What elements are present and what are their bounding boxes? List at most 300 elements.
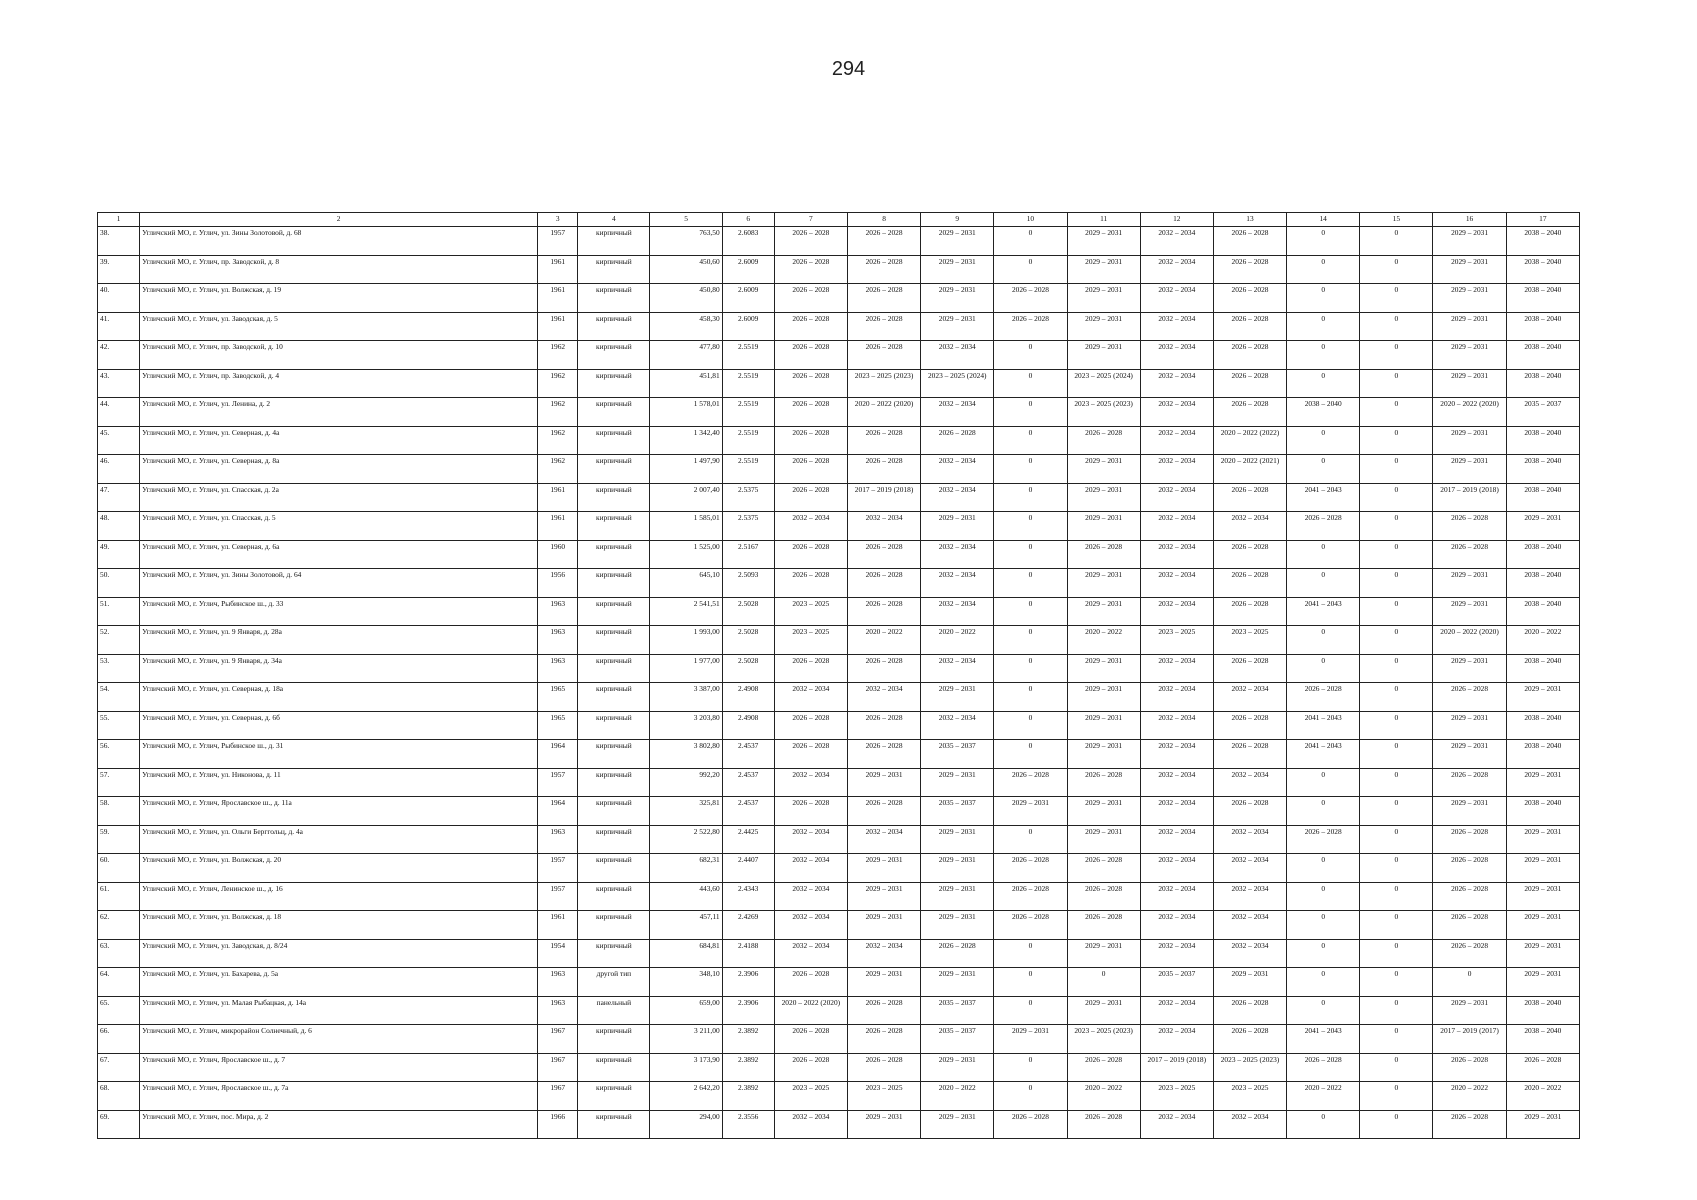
table-cell-col-6: 2.3906 <box>722 996 774 1025</box>
table-cell-col-8: 2023 – 2025 (2023) <box>847 369 920 398</box>
column-header-5: 5 <box>650 213 722 227</box>
table-cell-col-5: 3 203,80 <box>650 711 722 740</box>
table-cell-col-2: Угличский МО, г. Углич, пр. Заводской, д. 10 <box>140 341 538 370</box>
table-cell-col-16: 2026 – 2028 <box>1433 939 1506 968</box>
table-cell-col-13: 2026 – 2028 <box>1213 569 1286 598</box>
table-cell-col-9: 2035 – 2037 <box>921 996 994 1025</box>
table-cell-col-2: Угличский МО, г. Углич, Ярославское ш., д. 7 <box>140 1053 538 1082</box>
table-cell-col-1: 50. <box>98 569 140 598</box>
table-cell-col-9: 2032 – 2034 <box>921 483 994 512</box>
table-cell-col-1: 63. <box>98 939 140 968</box>
table-cell-col-17: 2038 – 2040 <box>1506 797 1579 826</box>
table-cell-col-5: 3 387,00 <box>650 683 722 712</box>
column-header-10: 10 <box>994 213 1067 227</box>
table-cell-col-15: 0 <box>1360 626 1433 655</box>
table-cell-col-8: 2029 – 2031 <box>847 911 920 940</box>
table-cell-col-4: кирпичный <box>578 483 650 512</box>
table-cell-col-1: 46. <box>98 455 140 484</box>
table-cell-col-15: 0 <box>1360 369 1433 398</box>
table-row <box>98 341 1580 370</box>
table-cell-col-10: 0 <box>994 1053 1067 1082</box>
table-cell-col-16: 2029 – 2031 <box>1433 455 1506 484</box>
table-cell-col-5: 1 578,01 <box>650 398 722 427</box>
table-row <box>98 1053 1580 1082</box>
table-cell-col-17: 2038 – 2040 <box>1506 426 1579 455</box>
table-cell-col-15: 0 <box>1360 654 1433 683</box>
table-cell-col-6: 2.5028 <box>722 626 774 655</box>
table-cell-col-2: Угличский МО, г. Углич, ул. Бахарева, д. 5а <box>140 968 538 997</box>
table-row <box>98 1110 1580 1139</box>
table-row <box>98 626 1580 655</box>
table-cell-col-12: 2032 – 2034 <box>1140 284 1213 313</box>
table-cell-col-11: 2020 – 2022 <box>1067 1082 1140 1111</box>
table-row <box>98 654 1580 683</box>
table-cell-col-13: 2026 – 2028 <box>1213 369 1286 398</box>
table-cell-col-2: Угличский МО, г. Углич, Ленинское ш., д. 16 <box>140 882 538 911</box>
table-cell-col-6: 2.4908 <box>722 683 774 712</box>
table-cell-col-1: 67. <box>98 1053 140 1082</box>
table-cell-col-15: 0 <box>1360 455 1433 484</box>
table-cell-col-10: 0 <box>994 512 1067 541</box>
table-cell-col-11: 2020 – 2022 <box>1067 626 1140 655</box>
table-cell-col-5: 450,80 <box>650 284 722 313</box>
table-cell-col-13: 2026 – 2028 <box>1213 227 1286 256</box>
table-cell-col-6: 2.4343 <box>722 882 774 911</box>
table-cell-col-7: 2026 – 2028 <box>774 284 847 313</box>
table-cell-col-15: 0 <box>1360 398 1433 427</box>
table-cell-col-14: 0 <box>1287 540 1360 569</box>
table-cell-col-8: 2017 – 2019 (2018) <box>847 483 920 512</box>
column-header-8: 8 <box>847 213 920 227</box>
table-cell-col-11: 2029 – 2031 <box>1067 683 1140 712</box>
table-cell-col-5: 1 977,00 <box>650 654 722 683</box>
table-cell-col-3: 1965 <box>538 711 578 740</box>
table-cell-col-16: 2029 – 2031 <box>1433 426 1506 455</box>
table-cell-col-2: Угличский МО, г. Углич, ул. Волжская, д. 19 <box>140 284 538 313</box>
table-cell-col-7: 2026 – 2028 <box>774 968 847 997</box>
table-cell-col-5: 682,31 <box>650 854 722 883</box>
table-cell-col-13: 2032 – 2034 <box>1213 1110 1286 1139</box>
table-cell-col-17: 2038 – 2040 <box>1506 711 1579 740</box>
table-cell-col-14: 2041 – 2043 <box>1287 1025 1360 1054</box>
table-cell-col-13: 2032 – 2034 <box>1213 512 1286 541</box>
table-cell-col-11: 2029 – 2031 <box>1067 483 1140 512</box>
table-cell-col-2: Угличский МО, г. Углич, ул. Заводская, д. 5 <box>140 312 538 341</box>
table-cell-col-8: 2026 – 2028 <box>847 312 920 341</box>
table-cell-col-5: 443,60 <box>650 882 722 911</box>
table-row <box>98 369 1580 398</box>
table-cell-col-15: 0 <box>1360 740 1433 769</box>
table-cell-col-3: 1962 <box>538 341 578 370</box>
table-cell-col-6: 2.3906 <box>722 968 774 997</box>
table-cell-col-7: 2032 – 2034 <box>774 1110 847 1139</box>
table-cell-col-15: 0 <box>1360 597 1433 626</box>
table-cell-col-10: 0 <box>994 711 1067 740</box>
table-cell-col-14: 0 <box>1287 854 1360 883</box>
table-cell-col-13: 2026 – 2028 <box>1213 740 1286 769</box>
table-cell-col-7: 2023 – 2025 <box>774 597 847 626</box>
table-cell-col-2: Угличский МО, г. Углич, ул. Волжская, д. 18 <box>140 911 538 940</box>
table-row <box>98 854 1580 883</box>
table-cell-col-8: 2029 – 2031 <box>847 1110 920 1139</box>
table-cell-col-12: 2032 – 2034 <box>1140 597 1213 626</box>
table-cell-col-12: 2032 – 2034 <box>1140 797 1213 826</box>
column-header-13: 13 <box>1213 213 1286 227</box>
table-cell-col-12: 2032 – 2034 <box>1140 369 1213 398</box>
table-cell-col-5: 659,00 <box>650 996 722 1025</box>
table-cell-col-13: 2026 – 2028 <box>1213 711 1286 740</box>
table-cell-col-10: 0 <box>994 540 1067 569</box>
table-cell-col-10: 0 <box>994 398 1067 427</box>
table-cell-col-9: 2035 – 2037 <box>921 1025 994 1054</box>
table-cell-col-14: 0 <box>1287 882 1360 911</box>
table-cell-col-17: 2029 – 2031 <box>1506 825 1579 854</box>
table-cell-col-5: 645,10 <box>650 569 722 598</box>
table-cell-col-3: 1961 <box>538 312 578 341</box>
table-cell-col-17: 2038 – 2040 <box>1506 455 1579 484</box>
table-cell-col-2: Угличский МО, г. Углич, Ярославское ш., д. 7а <box>140 1082 538 1111</box>
table-cell-col-9: 2029 – 2031 <box>921 911 994 940</box>
table-cell-col-3: 1957 <box>538 227 578 256</box>
table-cell-col-8: 2026 – 2028 <box>847 341 920 370</box>
table-cell-col-14: 0 <box>1287 1110 1360 1139</box>
table-cell-col-12: 2032 – 2034 <box>1140 341 1213 370</box>
table-cell-col-8: 2026 – 2028 <box>847 426 920 455</box>
table-cell-col-3: 1963 <box>538 968 578 997</box>
table-cell-col-11: 2029 – 2031 <box>1067 569 1140 598</box>
table-cell-col-15: 0 <box>1360 312 1433 341</box>
table-cell-col-13: 2026 – 2028 <box>1213 996 1286 1025</box>
table-cell-col-14: 0 <box>1287 426 1360 455</box>
table-cell-col-11: 2026 – 2028 <box>1067 1053 1140 1082</box>
table-cell-col-7: 2032 – 2034 <box>774 939 847 968</box>
table-cell-col-15: 0 <box>1360 825 1433 854</box>
table-cell-col-17: 2038 – 2040 <box>1506 540 1579 569</box>
table-row <box>98 939 1580 968</box>
table-row <box>98 398 1580 427</box>
table-cell-col-14: 2026 – 2028 <box>1287 683 1360 712</box>
table-cell-col-13: 2026 – 2028 <box>1213 483 1286 512</box>
table-cell-col-17: 2038 – 2040 <box>1506 597 1579 626</box>
table-cell-col-13: 2032 – 2034 <box>1213 825 1286 854</box>
table-row <box>98 512 1580 541</box>
table-cell-col-11: 2029 – 2031 <box>1067 512 1140 541</box>
table-row <box>98 825 1580 854</box>
table-cell-col-8: 2026 – 2028 <box>847 569 920 598</box>
table-cell-col-1: 47. <box>98 483 140 512</box>
table-cell-col-9: 2032 – 2034 <box>921 455 994 484</box>
table-cell-col-13: 2032 – 2034 <box>1213 882 1286 911</box>
table-cell-col-3: 1963 <box>538 654 578 683</box>
table-cell-col-3: 1962 <box>538 369 578 398</box>
table-cell-col-7: 2026 – 2028 <box>774 398 847 427</box>
table-cell-col-10: 2026 – 2028 <box>994 284 1067 313</box>
table-cell-col-9: 2029 – 2031 <box>921 968 994 997</box>
table-cell-col-5: 1 342,40 <box>650 426 722 455</box>
table-cell-col-10: 2029 – 2031 <box>994 797 1067 826</box>
table-cell-col-6: 2.3892 <box>722 1025 774 1054</box>
table-cell-col-14: 0 <box>1287 227 1360 256</box>
table-cell-col-7: 2026 – 2028 <box>774 711 847 740</box>
table-cell-col-2: Угличский МО, г. Углич, ул. 9 Января, д. 28а <box>140 626 538 655</box>
table-cell-col-9: 2020 – 2022 <box>921 1082 994 1111</box>
table-cell-col-2: Угличский МО, г. Углич, пр. Заводской, д. 4 <box>140 369 538 398</box>
table-cell-col-17: 2038 – 2040 <box>1506 227 1579 256</box>
table-cell-col-15: 0 <box>1360 911 1433 940</box>
table-cell-col-12: 2032 – 2034 <box>1140 882 1213 911</box>
table-row <box>98 1025 1580 1054</box>
table-cell-col-8: 2029 – 2031 <box>847 882 920 911</box>
table-cell-col-15: 0 <box>1360 483 1433 512</box>
table-cell-col-7: 2032 – 2034 <box>774 683 847 712</box>
table-cell-col-4: кирпичный <box>578 854 650 883</box>
table-cell-col-14: 2041 – 2043 <box>1287 711 1360 740</box>
table-cell-col-5: 3 211,00 <box>650 1025 722 1054</box>
table-cell-col-9: 2032 – 2034 <box>921 341 994 370</box>
table-cell-col-16: 2026 – 2028 <box>1433 854 1506 883</box>
table-cell-col-12: 2032 – 2034 <box>1140 1110 1213 1139</box>
table-cell-col-6: 2.6009 <box>722 312 774 341</box>
table-cell-col-14: 2038 – 2040 <box>1287 398 1360 427</box>
table-cell-col-7: 2023 – 2025 <box>774 1082 847 1111</box>
table-row <box>98 968 1580 997</box>
table-cell-col-17: 2038 – 2040 <box>1506 996 1579 1025</box>
table-cell-col-10: 0 <box>994 683 1067 712</box>
table-cell-col-16: 2026 – 2028 <box>1433 768 1506 797</box>
table-cell-col-3: 1957 <box>538 854 578 883</box>
table-cell-col-17: 2038 – 2040 <box>1506 255 1579 284</box>
table-cell-col-16: 2029 – 2031 <box>1433 797 1506 826</box>
table-cell-col-4: кирпичный <box>578 540 650 569</box>
table-cell-col-4: кирпичный <box>578 797 650 826</box>
table-cell-col-3: 1961 <box>538 911 578 940</box>
table-cell-col-16: 2020 – 2022 <box>1433 1082 1506 1111</box>
table-cell-col-14: 0 <box>1287 968 1360 997</box>
table-cell-col-6: 2.5028 <box>722 654 774 683</box>
table-cell-col-17: 2038 – 2040 <box>1506 1025 1579 1054</box>
table-cell-col-17: 2029 – 2031 <box>1506 911 1579 940</box>
table-cell-col-16: 2029 – 2031 <box>1433 996 1506 1025</box>
table-cell-col-6: 2.5519 <box>722 398 774 427</box>
table-cell-col-4: кирпичный <box>578 312 650 341</box>
table-cell-col-11: 2029 – 2031 <box>1067 711 1140 740</box>
table-cell-col-13: 2023 – 2025 <box>1213 1082 1286 1111</box>
table-cell-col-16: 2029 – 2031 <box>1433 227 1506 256</box>
table-cell-col-2: Угличский МО, г. Углич, пос. Мира, д. 2 <box>140 1110 538 1139</box>
table-cell-col-15: 0 <box>1360 968 1433 997</box>
table-cell-col-3: 1961 <box>538 284 578 313</box>
table-cell-col-8: 2032 – 2034 <box>847 683 920 712</box>
table-cell-col-16: 2020 – 2022 (2020) <box>1433 626 1506 655</box>
table-cell-col-16: 2026 – 2028 <box>1433 882 1506 911</box>
table-cell-col-16: 2029 – 2031 <box>1433 740 1506 769</box>
table-cell-col-8: 2026 – 2028 <box>847 1053 920 1082</box>
table-cell-col-10: 0 <box>994 939 1067 968</box>
table-cell-col-10: 0 <box>994 426 1067 455</box>
table-cell-col-13: 2026 – 2028 <box>1213 398 1286 427</box>
table-row <box>98 284 1580 313</box>
table-cell-col-13: 2029 – 2031 <box>1213 968 1286 997</box>
table-cell-col-7: 2026 – 2028 <box>774 426 847 455</box>
table-cell-col-6: 2.3556 <box>722 1110 774 1139</box>
table-cell-col-1: 60. <box>98 854 140 883</box>
table-cell-col-8: 2029 – 2031 <box>847 768 920 797</box>
table-cell-col-10: 0 <box>994 968 1067 997</box>
table-cell-col-10: 0 <box>994 255 1067 284</box>
table-cell-col-4: кирпичный <box>578 711 650 740</box>
table-cell-col-6: 2.4537 <box>722 740 774 769</box>
table-cell-col-10: 2026 – 2028 <box>994 312 1067 341</box>
table-cell-col-3: 1965 <box>538 683 578 712</box>
table-cell-col-6: 2.5519 <box>722 455 774 484</box>
table-cell-col-16: 2020 – 2022 (2020) <box>1433 398 1506 427</box>
table-cell-col-5: 684,81 <box>650 939 722 968</box>
table-cell-col-9: 2026 – 2028 <box>921 426 994 455</box>
table-cell-col-2: Угличский МО, г. Углич, ул. Спасская, д. 5 <box>140 512 538 541</box>
table-cell-col-1: 61. <box>98 882 140 911</box>
table-cell-col-1: 65. <box>98 996 140 1025</box>
table-cell-col-7: 2032 – 2034 <box>774 854 847 883</box>
table-cell-col-7: 2032 – 2034 <box>774 911 847 940</box>
table-cell-col-6: 2.5093 <box>722 569 774 598</box>
table-cell-col-5: 1 497,90 <box>650 455 722 484</box>
table-cell-col-4: кирпичный <box>578 654 650 683</box>
table-cell-col-2: Угличский МО, г. Углич, ул. Ольги Берггольц, д. 4а <box>140 825 538 854</box>
table-cell-col-17: 2020 – 2022 <box>1506 626 1579 655</box>
table-cell-col-10: 0 <box>994 740 1067 769</box>
table-cell-col-13: 2020 – 2022 (2021) <box>1213 455 1286 484</box>
table-cell-col-2: Угличский МО, г. Углич, ул. 9 Января, д. 34а <box>140 654 538 683</box>
table-cell-col-15: 0 <box>1360 711 1433 740</box>
table-cell-col-15: 0 <box>1360 341 1433 370</box>
table-cell-col-7: 2032 – 2034 <box>774 825 847 854</box>
table-cell-col-17: 2038 – 2040 <box>1506 569 1579 598</box>
table-cell-col-12: 2032 – 2034 <box>1140 569 1213 598</box>
table-cell-col-1: 42. <box>98 341 140 370</box>
table-cell-col-10: 2026 – 2028 <box>994 882 1067 911</box>
table-cell-col-3: 1961 <box>538 255 578 284</box>
table-cell-col-11: 2029 – 2031 <box>1067 455 1140 484</box>
table-cell-col-3: 1962 <box>538 455 578 484</box>
table-cell-col-11: 0 <box>1067 968 1140 997</box>
table-cell-col-16: 2017 – 2019 (2017) <box>1433 1025 1506 1054</box>
table-cell-col-9: 2029 – 2031 <box>921 227 994 256</box>
table-cell-col-1: 66. <box>98 1025 140 1054</box>
table-cell-col-12: 2032 – 2034 <box>1140 398 1213 427</box>
table-cell-col-1: 40. <box>98 284 140 313</box>
table-row <box>98 483 1580 512</box>
table-cell-col-12: 2023 – 2025 <box>1140 626 1213 655</box>
table-cell-col-8: 2032 – 2034 <box>847 825 920 854</box>
table-cell-col-3: 1964 <box>538 797 578 826</box>
table-cell-col-3: 1957 <box>538 882 578 911</box>
table-cell-col-16: 2029 – 2031 <box>1433 284 1506 313</box>
table-cell-col-3: 1962 <box>538 398 578 427</box>
table-cell-col-11: 2029 – 2031 <box>1067 939 1140 968</box>
table-cell-col-3: 1963 <box>538 597 578 626</box>
table-cell-col-8: 2026 – 2028 <box>847 711 920 740</box>
table-cell-col-4: кирпичный <box>578 768 650 797</box>
table-cell-col-15: 0 <box>1360 854 1433 883</box>
table-cell-col-11: 2026 – 2028 <box>1067 854 1140 883</box>
table-cell-col-12: 2032 – 2034 <box>1140 854 1213 883</box>
table-cell-col-4: кирпичный <box>578 825 650 854</box>
table-cell-col-2: Угличский МО, г. Углич, ул. Никонова, д. 11 <box>140 768 538 797</box>
table-cell-col-1: 49. <box>98 540 140 569</box>
table-cell-col-1: 53. <box>98 654 140 683</box>
table-cell-col-6: 2.3892 <box>722 1082 774 1111</box>
table-cell-col-11: 2029 – 2031 <box>1067 312 1140 341</box>
table-cell-col-1: 54. <box>98 683 140 712</box>
table-cell-col-4: кирпичный <box>578 740 650 769</box>
table-cell-col-1: 41. <box>98 312 140 341</box>
table-cell-col-7: 2026 – 2028 <box>774 740 847 769</box>
table-cell-col-8: 2026 – 2028 <box>847 284 920 313</box>
table-cell-col-8: 2029 – 2031 <box>847 854 920 883</box>
table-cell-col-3: 1961 <box>538 512 578 541</box>
table-row <box>98 996 1580 1025</box>
table-cell-col-5: 992,20 <box>650 768 722 797</box>
table-cell-col-2: Угличский МО, г. Углич, ул. Зины Золотовой, д. 64 <box>140 569 538 598</box>
table-cell-col-6: 2.4188 <box>722 939 774 968</box>
table-row <box>98 227 1580 256</box>
table-cell-col-5: 457,11 <box>650 911 722 940</box>
table-cell-col-2: Угличский МО, г. Углич, ул. Северная, д. 6б <box>140 711 538 740</box>
table-cell-col-7: 2026 – 2028 <box>774 483 847 512</box>
table-cell-col-3: 1966 <box>538 1110 578 1139</box>
table-cell-col-17: 2038 – 2040 <box>1506 312 1579 341</box>
table-row <box>98 768 1580 797</box>
table-cell-col-9: 2029 – 2031 <box>921 312 994 341</box>
table-cell-col-2: Угличский МО, г. Углич, микрорайон Солнечный, д. 6 <box>140 1025 538 1054</box>
table-cell-col-5: 3 802,80 <box>650 740 722 769</box>
table-cell-col-1: 62. <box>98 911 140 940</box>
table-cell-col-17: 2038 – 2040 <box>1506 369 1579 398</box>
table-row <box>98 255 1580 284</box>
table-cell-col-4: кирпичный <box>578 227 650 256</box>
table-cell-col-10: 0 <box>994 369 1067 398</box>
table-cell-col-15: 0 <box>1360 797 1433 826</box>
table-cell-col-7: 2026 – 2028 <box>774 1053 847 1082</box>
table-cell-col-8: 2026 – 2028 <box>847 255 920 284</box>
table-cell-col-17: 2038 – 2040 <box>1506 483 1579 512</box>
column-header-9: 9 <box>921 213 994 227</box>
table-cell-col-5: 2 642,20 <box>650 1082 722 1111</box>
table-cell-col-14: 2026 – 2028 <box>1287 1053 1360 1082</box>
table-cell-col-7: 2026 – 2028 <box>774 341 847 370</box>
table-cell-col-10: 0 <box>994 1082 1067 1111</box>
table-cell-col-2: Угличский МО, г. Углич, Рыбинское ш., д. 33 <box>140 597 538 626</box>
table-cell-col-6: 2.5519 <box>722 341 774 370</box>
column-header-15: 15 <box>1360 213 1433 227</box>
table-row <box>98 540 1580 569</box>
table-cell-col-5: 3 173,90 <box>650 1053 722 1082</box>
table-cell-col-17: 2029 – 2031 <box>1506 683 1579 712</box>
table-cell-col-13: 2020 – 2022 (2022) <box>1213 426 1286 455</box>
table-row <box>98 1082 1580 1111</box>
page-number: 294 <box>831 58 866 80</box>
table-cell-col-14: 0 <box>1287 312 1360 341</box>
table-body <box>98 227 1580 1139</box>
table-cell-col-1: 56. <box>98 740 140 769</box>
table-cell-col-3: 1957 <box>538 768 578 797</box>
table-cell-col-16: 2026 – 2028 <box>1433 1053 1506 1082</box>
table-cell-col-15: 0 <box>1360 1082 1433 1111</box>
table-cell-col-10: 0 <box>994 654 1067 683</box>
table-cell-col-4: кирпичный <box>578 398 650 427</box>
table-cell-col-7: 2020 – 2022 (2020) <box>774 996 847 1025</box>
column-header-1: 1 <box>98 213 140 227</box>
